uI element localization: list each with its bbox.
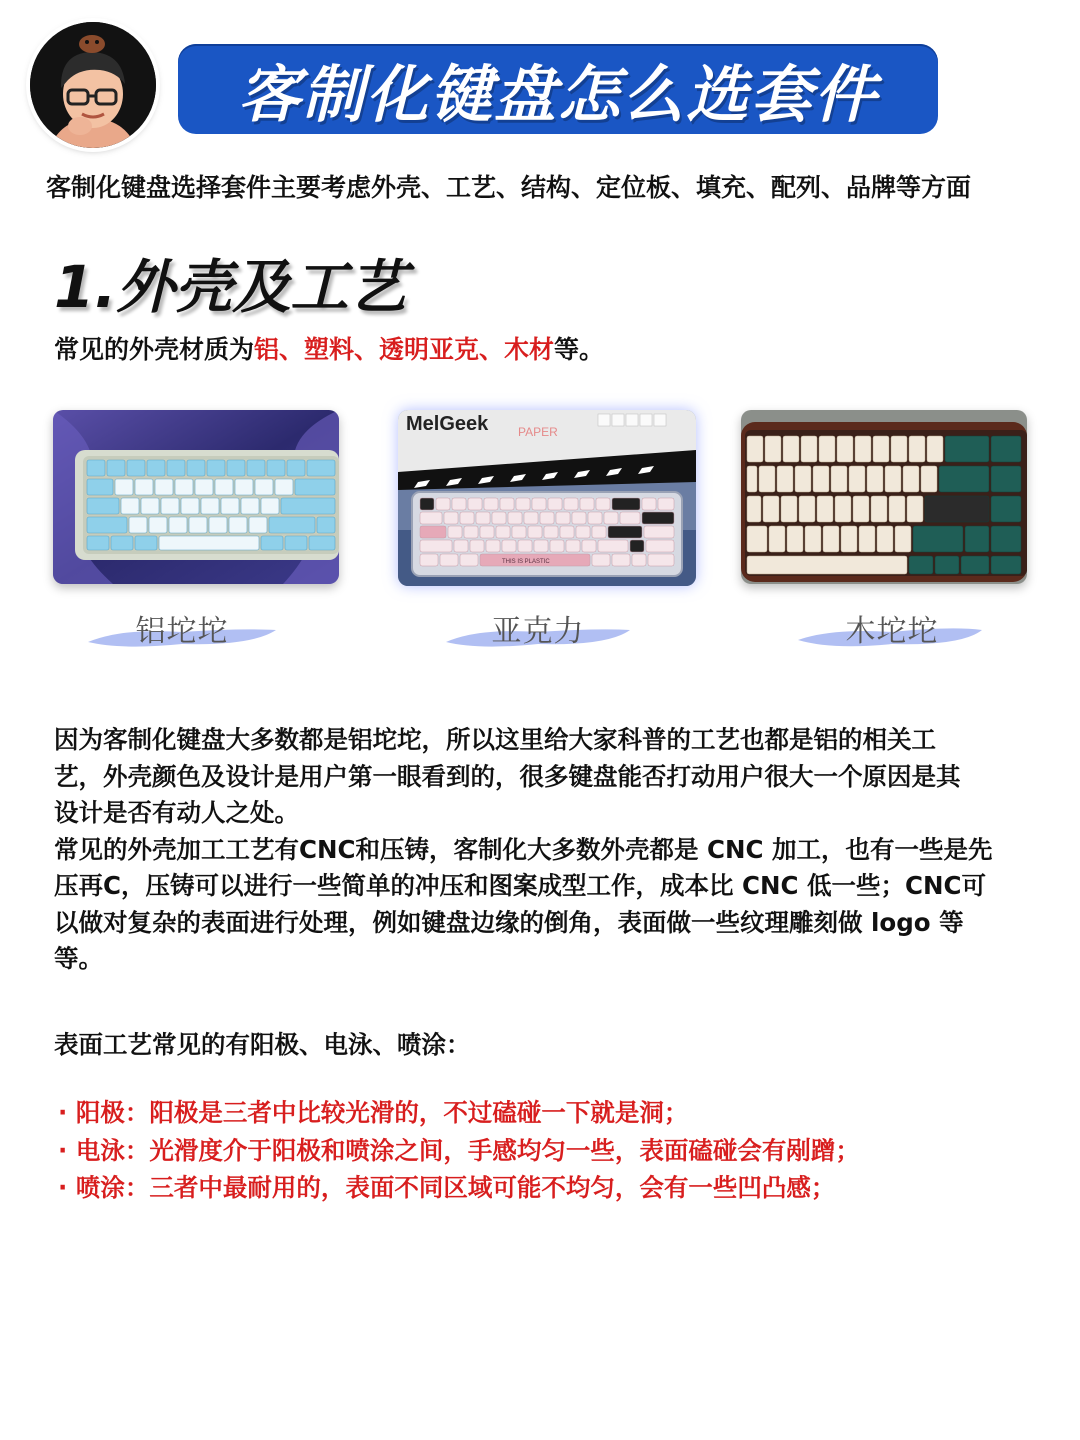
paragraph-line: 设计是否有动人之处。	[54, 798, 299, 827]
spacebar-label: THIS IS PLASTIC	[502, 559, 550, 565]
section-title: 1.外壳及工艺	[54, 253, 407, 321]
surface-list	[58, 1094, 1018, 1207]
caption-text: 铝坨坨	[135, 614, 229, 649]
acrylic-keyboard-image	[398, 410, 696, 586]
surface-heading: 表面工艺常见的有阳极、电泳、喷涂：	[54, 1030, 471, 1059]
page-title: 客制化键盘怎么选套件	[237, 57, 878, 131]
body-paragraph	[54, 722, 1034, 978]
materials-highlight: 铝、塑料、透明亚克、木材	[254, 335, 555, 364]
brand-label: MelGeek	[406, 413, 489, 435]
paragraph-line: 常见的外壳加工工艺有CNC和压铸，客制化大多数外壳都是 CNC 加工，也有一些是先	[54, 834, 993, 864]
avatar	[30, 22, 156, 148]
materials-line	[54, 330, 604, 366]
materials-suffix: 等。	[554, 335, 605, 364]
list-item: · 阳极：阳极是三者中比较光滑的，不过磕碰一下就是洞；	[58, 1098, 689, 1127]
wooden-keyboard-image	[741, 410, 1027, 584]
materials-prefix: 常见的外壳材质为	[54, 335, 255, 364]
aluminum-keyboard-image	[53, 410, 339, 584]
list-item: · 喷涂：三者中最耐用的，表面不同区域可能不均匀，会有一些凹凸感；	[58, 1173, 836, 1202]
caption-acrylic	[438, 606, 638, 652]
caption-aluminum	[82, 606, 282, 652]
list-item: · 电泳：光滑度介于阳极和喷涂之间，手感均匀一些，表面磕碰会有剐蹭；	[58, 1135, 860, 1165]
paragraph-line: 因为客制化键盘大多数都是铝坨坨，所以这里给大家科普的工艺也都是铝的相关工	[54, 725, 936, 754]
paragraph-line: 等。	[54, 944, 103, 973]
caption-wood	[792, 606, 992, 652]
paragraph-line: 艺，外壳颜色及设计是用户第一眼看到的，很多键盘能否打动用户很大一个原因是其	[54, 761, 961, 791]
paragraph-line: 以做对复杂的表面进行处理，例如键盘边缘的倒角，表面做一些纹理雕刻做 logo 等	[54, 907, 964, 937]
paragraph-line: 压再C，压铸可以进行一些简单的冲压和图案成型工作，成本比 CNC 低一些；CNC可	[54, 871, 986, 900]
page-subtitle: 客制化键盘选择套件主要考虑外壳、工艺、结构、定位板、填充、配列、品牌等方面	[46, 173, 972, 202]
caption-text: 木坨坨	[845, 614, 939, 649]
caption-text: 亚克力	[491, 614, 585, 649]
paper-label: PAPER	[518, 425, 558, 439]
title-banner	[178, 44, 938, 134]
